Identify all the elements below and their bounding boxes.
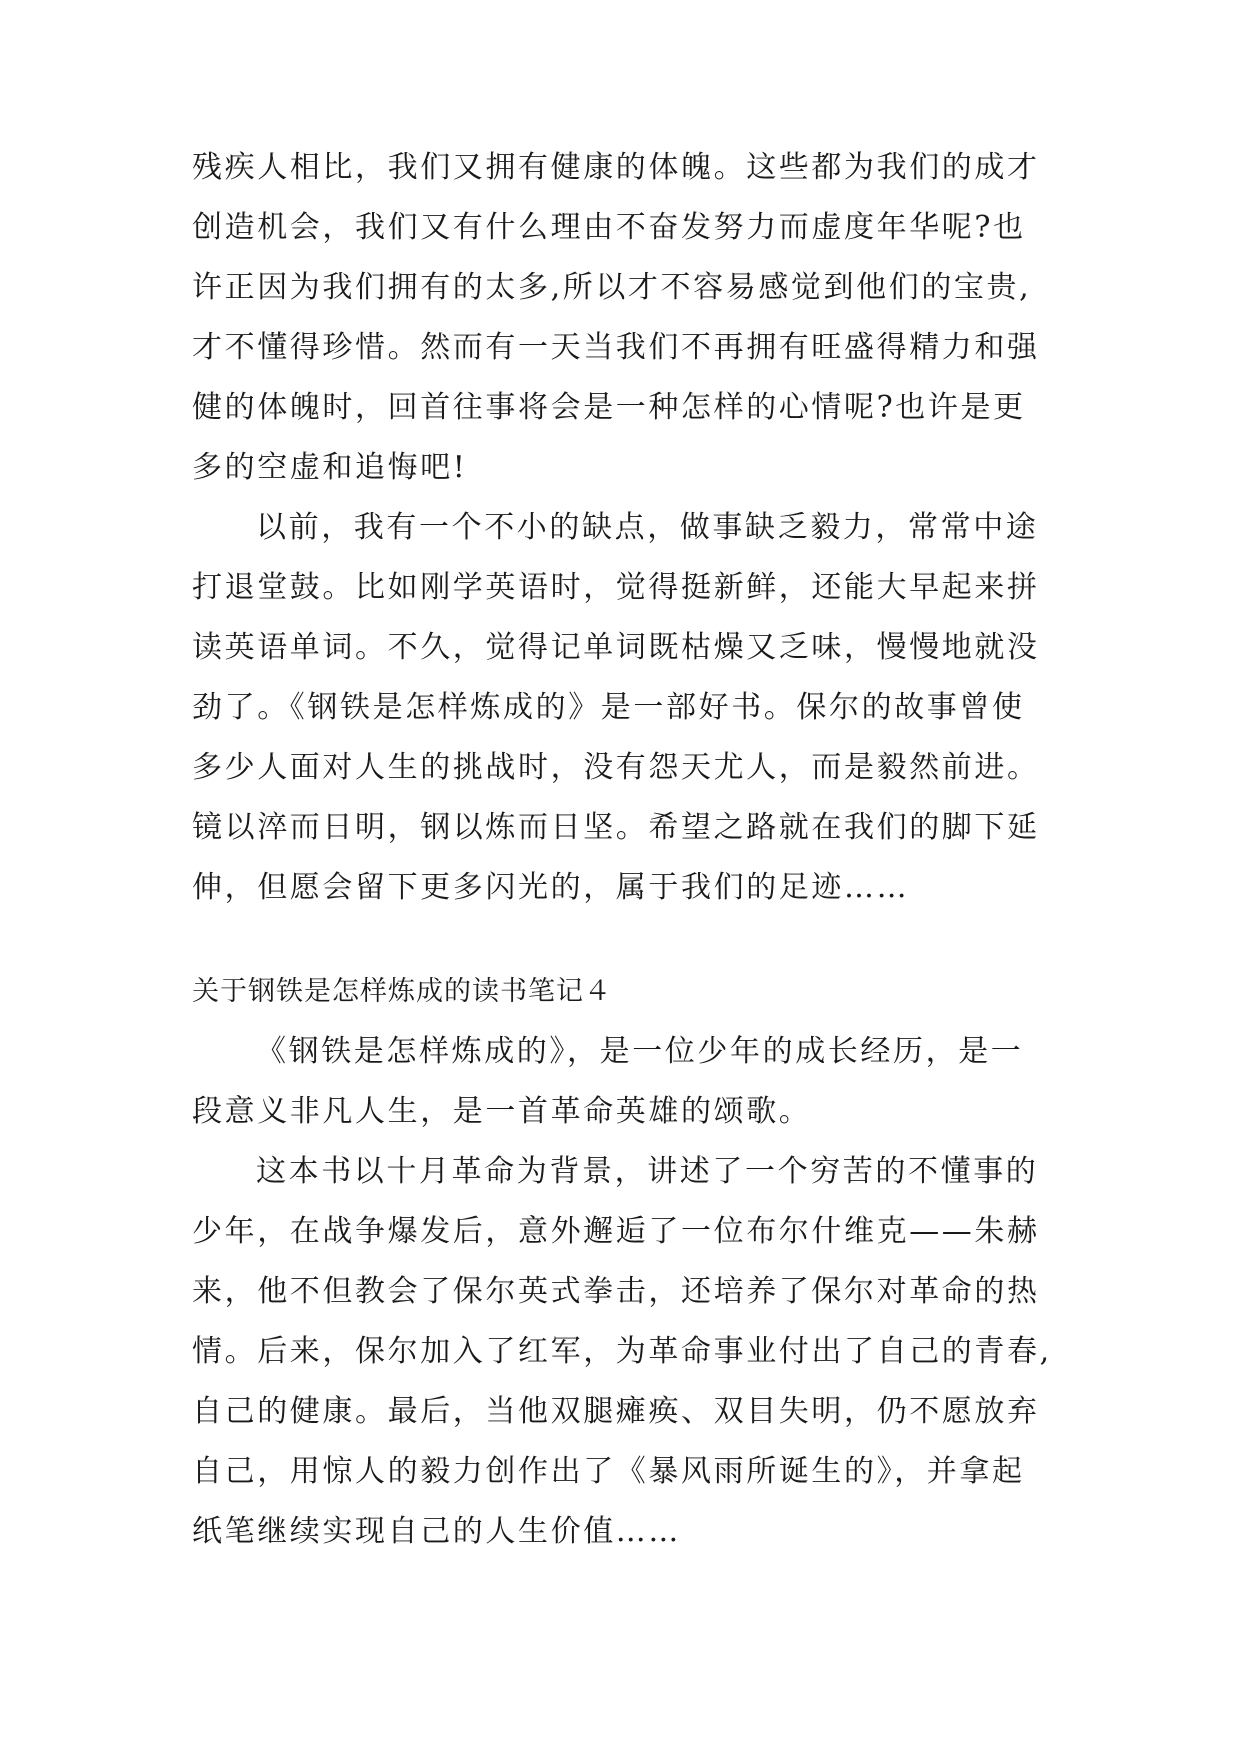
paragraph-1-line-4: 才不懂得珍惜。然而有一天当我们不再拥有旺盛得精力和强 bbox=[192, 330, 1040, 365]
paragraph-2-line-6: 镜以淬而日明，钢以炼而日坚。希望之路就在我们的脚下延 bbox=[192, 810, 1040, 845]
paragraph-4-line-3: 来，他不但教会了保尔英式拳击，还培养了保尔对革命的热 bbox=[192, 1274, 1040, 1309]
paragraph-2-line-5: 多少人面对人生的挑战时，没有怨天尤人，而是毅然前进。 bbox=[192, 750, 1040, 785]
paragraph-3-line-2: 段意义非凡人生，是一首革命英雄的颂歌。 bbox=[192, 1094, 812, 1129]
paragraph-4-line-5: 自己的健康。最后，当他双腿瘫痪、双目失明，仍不愿放弃 bbox=[192, 1394, 1040, 1429]
paragraph-4-line-7: 纸笔继续实现自己的人生价值…… bbox=[192, 1514, 681, 1549]
paragraph-2-line-1: 以前，我有一个不小的缺点，做事缺乏毅力，常常中途 bbox=[256, 510, 1039, 545]
paragraph-3-line-1: 《钢铁是怎样炼成的》，是一位少年的成长经历，是一 bbox=[256, 1034, 1024, 1069]
paragraph-2-line-4: 劲了。《钢铁是怎样炼成的》是一部好书。保尔的故事曾使 bbox=[192, 690, 1025, 725]
paragraph-1-line-1: 残疾人相比，我们又拥有健康的体魄。这些都为我们的成才 bbox=[192, 150, 1040, 185]
section-title: 关于钢铁是怎样炼成的读书笔记４ bbox=[192, 976, 612, 1007]
paragraph-1-line-3: 许正因为我们拥有的太多,所以才不容易感觉到他们的宝贵, bbox=[192, 270, 1032, 305]
paragraph-4-line-4: 情。后来，保尔加入了红军，为革命事业付出了自己的青春, bbox=[192, 1334, 1052, 1369]
paragraph-2-line-3: 读英语单词。不久，觉得记单词既枯燥又乏味，慢慢地就没 bbox=[192, 630, 1040, 665]
paragraph-1-line-5: 健的体魄时，回首往事将会是一种怎样的心情呢?也许是更 bbox=[192, 390, 1026, 425]
paragraph-1-line-2: 创造机会，我们又有什么理由不奋发努力而虚度年华呢?也 bbox=[192, 210, 1026, 245]
paragraph-2-line-7: 伸，但愿会留下更多闪光的，属于我们的足迹…… bbox=[192, 870, 910, 905]
paragraph-4-line-6: 自己，用惊人的毅力创作出了《暴风雨所诞生的》，并拿起 bbox=[192, 1454, 1025, 1489]
paragraph-1-line-6: 多的空虚和追悔吧! bbox=[192, 450, 468, 485]
paragraph-4-line-2: 少年，在战争爆发后，意外邂逅了一位布尔什维克——朱赫 bbox=[192, 1214, 1040, 1249]
paragraph-4-line-1: 这本书以十月革命为背景，讲述了一个穷苦的不懂事的 bbox=[256, 1154, 1039, 1189]
paragraph-2-line-2: 打退堂鼓。比如刚学英语时，觉得挺新鲜，还能大早起来拼 bbox=[192, 570, 1040, 605]
